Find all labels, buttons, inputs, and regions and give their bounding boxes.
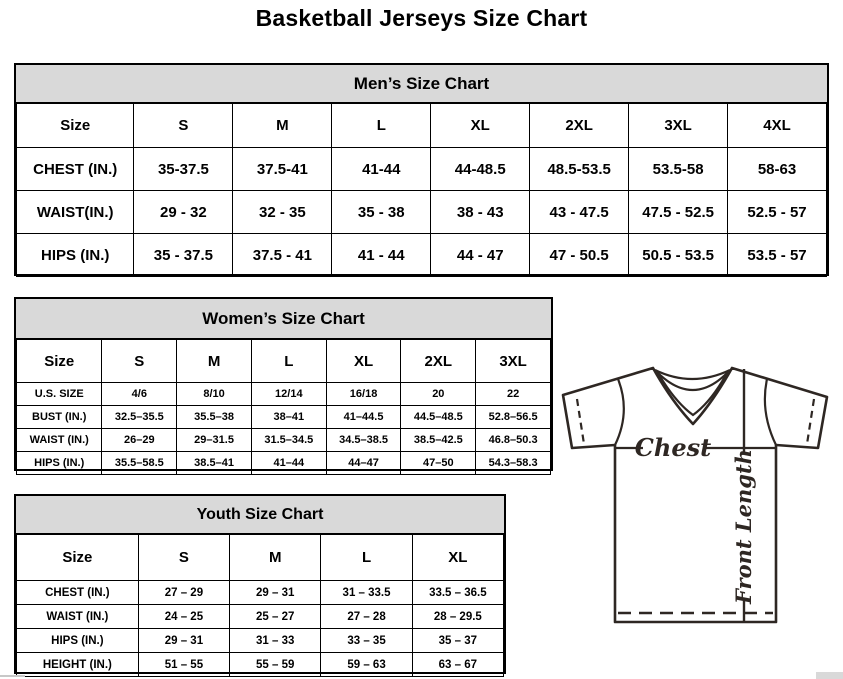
- women-table-row: [17, 406, 551, 429]
- youth-cell: 31 – 33.5: [321, 581, 412, 605]
- youth-size-chart-section: [14, 494, 506, 674]
- women-cell: 4/6: [102, 383, 177, 406]
- men-cell: 47 - 50.5: [530, 234, 629, 277]
- men-col-header-l: L: [332, 104, 431, 148]
- men-cell: 43 - 47.5: [530, 191, 629, 234]
- men-cell: 37.5-41: [233, 148, 332, 191]
- womens-size-chart-section: [14, 297, 553, 471]
- men-cell: 38 - 43: [431, 191, 530, 234]
- youth-cell: 33.5 – 36.5: [412, 581, 503, 605]
- youth-cell: 25 – 27: [230, 605, 321, 629]
- mens-size-chart-title: Men’s Size Chart: [16, 65, 827, 103]
- page-edge-fragment-right: [816, 672, 843, 679]
- men-table-row: [17, 234, 827, 277]
- women-size-header: Size: [17, 340, 102, 383]
- women-cell: 54.3–58.3: [476, 452, 551, 475]
- front-length-label: Front Length: [731, 449, 756, 604]
- womens-size-chart-title: Women’s Size Chart: [16, 299, 551, 339]
- youth-cell: 35 – 37: [412, 629, 503, 653]
- youth-cell: 28 – 29.5: [412, 605, 503, 629]
- page-edge-fragment-left: [0, 675, 25, 677]
- men-cell: 35-37.5: [134, 148, 233, 191]
- youth-row-label: HEIGHT (IN.): [17, 653, 139, 677]
- women-cell: 34.5–38.5: [326, 429, 401, 452]
- mens-size-table: [16, 103, 827, 277]
- men-row-label: HIPS (IN.): [17, 234, 134, 277]
- women-cell: 32.5–35.5: [102, 406, 177, 429]
- men-cell: 44 - 47: [431, 234, 530, 277]
- women-table-row: [17, 452, 551, 475]
- women-header-row: [17, 340, 551, 383]
- chest-label: Chest: [634, 433, 712, 462]
- women-cell: 35.5–38: [177, 406, 252, 429]
- men-row-label: WAIST(IN.): [17, 191, 134, 234]
- men-cell: 41 - 44: [332, 234, 431, 277]
- women-col-header-s: S: [102, 340, 177, 383]
- women-col-header-m: M: [177, 340, 252, 383]
- women-cell: 20: [401, 383, 476, 406]
- youth-table-row: [17, 581, 504, 605]
- youth-col-header-m: M: [230, 535, 321, 581]
- page-title: Basketball Jerseys Size Chart: [255, 5, 588, 31]
- women-cell: 16/18: [326, 383, 401, 406]
- women-col-header-2xl: 2XL: [401, 340, 476, 383]
- men-cell: 35 - 38: [332, 191, 431, 234]
- youth-col-header-l: L: [321, 535, 412, 581]
- youth-table-row: [17, 653, 504, 677]
- youth-row-label: CHEST (IN.): [17, 581, 139, 605]
- men-cell: 52.5 - 57: [728, 191, 827, 234]
- youth-cell: 31 – 33: [230, 629, 321, 653]
- youth-cell: 59 – 63: [321, 653, 412, 677]
- men-col-header-3xl: 3XL: [629, 104, 728, 148]
- men-col-header-s: S: [134, 104, 233, 148]
- men-table-row: [17, 191, 827, 234]
- youth-cell: 27 – 28: [321, 605, 412, 629]
- youth-cell: 27 – 29: [138, 581, 229, 605]
- women-cell: 38.5–41: [177, 452, 252, 475]
- men-cell: 53.5-58: [629, 148, 728, 191]
- men-cell: 53.5 - 57: [728, 234, 827, 277]
- youth-cell: 33 – 35: [321, 629, 412, 653]
- youth-cell: 24 – 25: [138, 605, 229, 629]
- women-cell: 29–31.5: [177, 429, 252, 452]
- men-cell: 35 - 37.5: [134, 234, 233, 277]
- men-row-label: CHEST (IN.): [17, 148, 134, 191]
- youth-header-row: [17, 535, 504, 581]
- women-row-label: U.S. SIZE: [17, 383, 102, 406]
- men-cell: 48.5-53.5: [530, 148, 629, 191]
- men-cell: 41-44: [332, 148, 431, 191]
- women-cell: 44.5–48.5: [401, 406, 476, 429]
- women-cell: 52.8–56.5: [476, 406, 551, 429]
- jersey-outline: [563, 368, 827, 622]
- men-cell: 29 - 32: [134, 191, 233, 234]
- youth-row-label: HIPS (IN.): [17, 629, 139, 653]
- women-cell: 38.5–42.5: [401, 429, 476, 452]
- women-cell: 46.8–50.3: [476, 429, 551, 452]
- women-cell: 35.5–58.5: [102, 452, 177, 475]
- women-cell: 12/14: [251, 383, 326, 406]
- youth-size-chart-title: Youth Size Chart: [16, 496, 504, 534]
- men-size-header: Size: [17, 104, 134, 148]
- women-row-label: WAIST (IN.): [17, 429, 102, 452]
- men-col-header-m: M: [233, 104, 332, 148]
- women-cell: 41–44.5: [326, 406, 401, 429]
- jersey-measurement-diagram: [552, 358, 843, 638]
- men-cell: 47.5 - 52.5: [629, 191, 728, 234]
- youth-cell: 55 – 59: [230, 653, 321, 677]
- men-cell: 50.5 - 53.5: [629, 234, 728, 277]
- men-cell: 44-48.5: [431, 148, 530, 191]
- women-row-label: HIPS (IN.): [17, 452, 102, 475]
- women-col-header-3xl: 3XL: [476, 340, 551, 383]
- men-cell: 58-63: [728, 148, 827, 191]
- mens-size-chart-section: [14, 63, 829, 276]
- youth-table-row: [17, 605, 504, 629]
- youth-table-row: [17, 629, 504, 653]
- women-table-row: [17, 429, 551, 452]
- women-cell: 38–41: [251, 406, 326, 429]
- men-col-header-xl: XL: [431, 104, 530, 148]
- men-header-row: [17, 104, 827, 148]
- women-cell: 44–47: [326, 452, 401, 475]
- women-col-header-l: L: [251, 340, 326, 383]
- women-table-row: [17, 383, 551, 406]
- youth-cell: 51 – 55: [138, 653, 229, 677]
- youth-col-header-s: S: [138, 535, 229, 581]
- youth-size-header: Size: [17, 535, 139, 581]
- women-cell: 26–29: [102, 429, 177, 452]
- men-col-header-4xl: 4XL: [728, 104, 827, 148]
- men-cell: 32 - 35: [233, 191, 332, 234]
- youth-row-label: WAIST (IN.): [17, 605, 139, 629]
- women-row-label: BUST (IN.): [17, 406, 102, 429]
- women-cell: 22: [476, 383, 551, 406]
- youth-cell: 29 – 31: [230, 581, 321, 605]
- men-col-header-2xl: 2XL: [530, 104, 629, 148]
- women-cell: 31.5–34.5: [251, 429, 326, 452]
- youth-col-header-xl: XL: [412, 535, 503, 581]
- men-cell: 37.5 - 41: [233, 234, 332, 277]
- women-cell: 47–50: [401, 452, 476, 475]
- womens-size-table: [16, 339, 551, 475]
- women-cell: 41–44: [251, 452, 326, 475]
- youth-cell: 29 – 31: [138, 629, 229, 653]
- women-cell: 8/10: [177, 383, 252, 406]
- men-table-row: [17, 148, 827, 191]
- women-col-header-xl: XL: [326, 340, 401, 383]
- youth-size-table: [16, 534, 504, 677]
- youth-cell: 63 – 67: [412, 653, 503, 677]
